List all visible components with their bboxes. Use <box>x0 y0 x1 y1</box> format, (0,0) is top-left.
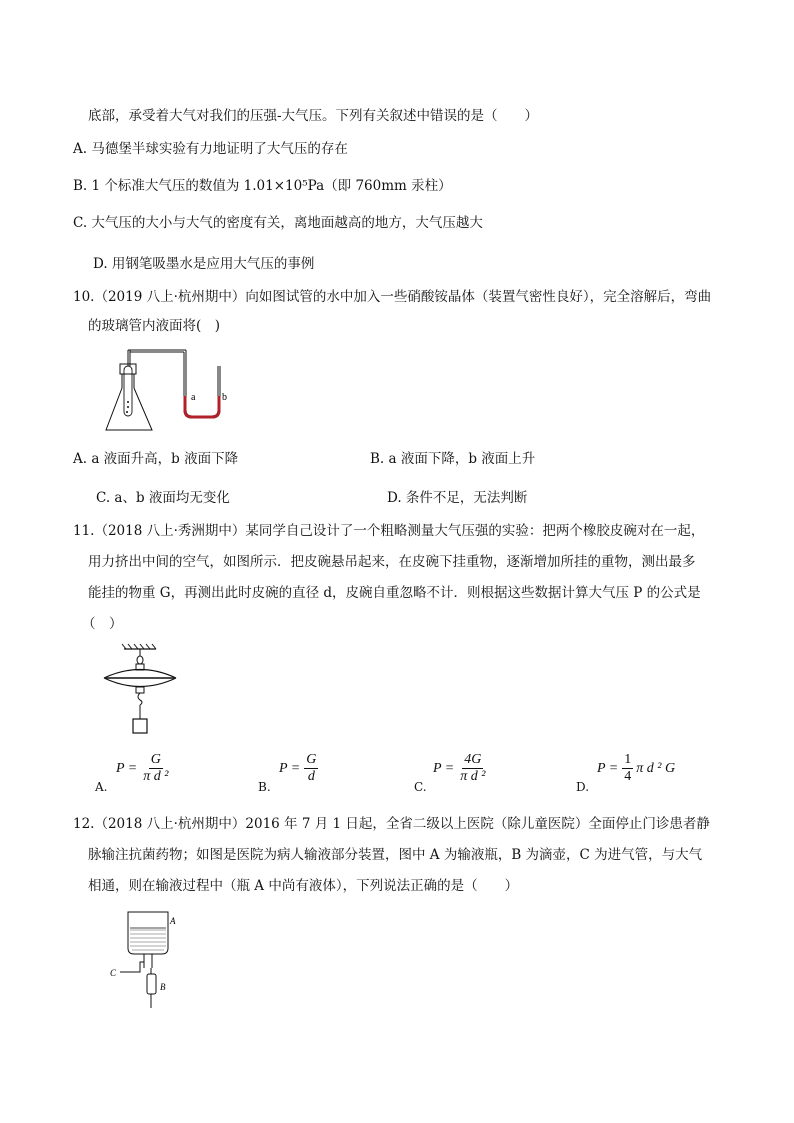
formula-d-tail: π d ² G <box>636 760 676 776</box>
formula-d-den: 4 <box>624 769 632 784</box>
drip-label-b: B <box>160 982 166 992</box>
iv-drip-figure <box>106 910 186 1010</box>
q10-stem-line1: 10.（2019 八上·杭州期中）向如图试管的水中加入一些硝酸铵晶体（装置气密性良好），完全溶解后，弯曲 <box>73 289 712 305</box>
q12-stem-line1: 12.（2018 八上·杭州期中）2016 年 7 月 1 日起，全省二级以上医院（除儿童医院）全面停止门诊患者静 <box>73 816 710 832</box>
q11-stem-line2: 用力挤出中间的空气，如图所示．把皮碗悬吊起来，在皮碗下挂重物，逐渐增加所挂的重物，测出最多 <box>88 554 696 570</box>
q10-option-c: C. a、b 液面均无变化 <box>96 490 230 506</box>
formula-a-den: π d ² <box>143 769 169 784</box>
formula-a-lhs: P = <box>116 760 138 776</box>
q11-stem-line1: 11.（2018 八上·秀洲期中）某同学自己设计了一个粗略测量大气压强的实验：把两个橡胶皮碗对在一起， <box>73 523 705 539</box>
drip-label-c: C <box>110 968 117 978</box>
q9-stem-tail: 底部，承受着大气对我们的压强-大气压。下列有关叙述中错误的是（ ） <box>88 108 539 124</box>
q11-stem-line3: 能挂的物重 G，再测出此时皮碗的直径 d，皮碗自重忽略不计．则根据这些数据计算大气压 P 的公式是 <box>88 585 701 601</box>
u-tube-label-a: a <box>191 392 196 403</box>
q11-option-d-formula <box>597 752 675 785</box>
formula-d-lhs: P = <box>597 760 619 776</box>
formula-b-den: d <box>307 769 315 784</box>
q11-option-a-formula <box>116 752 170 785</box>
formula-a-num: G <box>150 752 161 767</box>
q9-option-c: C. 大气压的大小与大气的密度有关，离地面越高的地方，大气压越大 <box>73 215 483 231</box>
formula-c-num: 4G <box>464 752 482 767</box>
q10-stem-line2: 的玻璃管内液面将( ) <box>88 318 221 334</box>
q10-option-a: A. a 液面升高，b 液面下降 <box>73 451 239 467</box>
q9-option-d: D. 用钢笔吸墨水是应用大气压的事例 <box>93 256 315 272</box>
flask-u-tube-figure <box>100 346 240 438</box>
formula-c-lhs: P = <box>433 760 455 776</box>
q11-option-c-label: C. <box>414 780 427 794</box>
suction-cup-figure <box>100 643 180 739</box>
q12-stem-line2: 脉输注抗菌药物；如图是医院为病人输液部分装置，图中 A 为输液瓶，B 为滴壶，C 为进气管，与大气 <box>88 847 703 863</box>
q11-option-b-label: B. <box>258 780 271 794</box>
q11-option-b-formula <box>279 752 318 785</box>
formula-d-num: 1 <box>624 752 632 767</box>
q11-option-d-label: D. <box>576 780 590 794</box>
u-tube-label-b: b <box>222 392 227 403</box>
q11-option-c-formula <box>433 752 487 785</box>
q10-option-b: B. a 液面下降，b 液面上升 <box>370 451 536 467</box>
q11-option-a-label: A. <box>95 780 108 794</box>
drip-label-a: A <box>170 916 176 926</box>
q11-stem-line4: （ ） <box>82 616 123 632</box>
formula-b-lhs: P = <box>279 760 301 776</box>
q9-option-a: A. 马德堡半球实验有力地证明了大气压的存在 <box>73 141 348 157</box>
formula-b-num: G <box>306 752 317 767</box>
q12-stem-line3: 相通，则在输液过程中（瓶 A 中尚有液体），下列说法正确的是（ ） <box>88 878 519 894</box>
formula-c-den: π d ² <box>460 769 486 784</box>
q9-option-b: B. 1 个标准大气压的数值为 1.01×10⁵Pa（即 760mm 汞柱） <box>73 178 452 194</box>
q10-option-d: D. 条件不足，无法判断 <box>387 490 528 506</box>
